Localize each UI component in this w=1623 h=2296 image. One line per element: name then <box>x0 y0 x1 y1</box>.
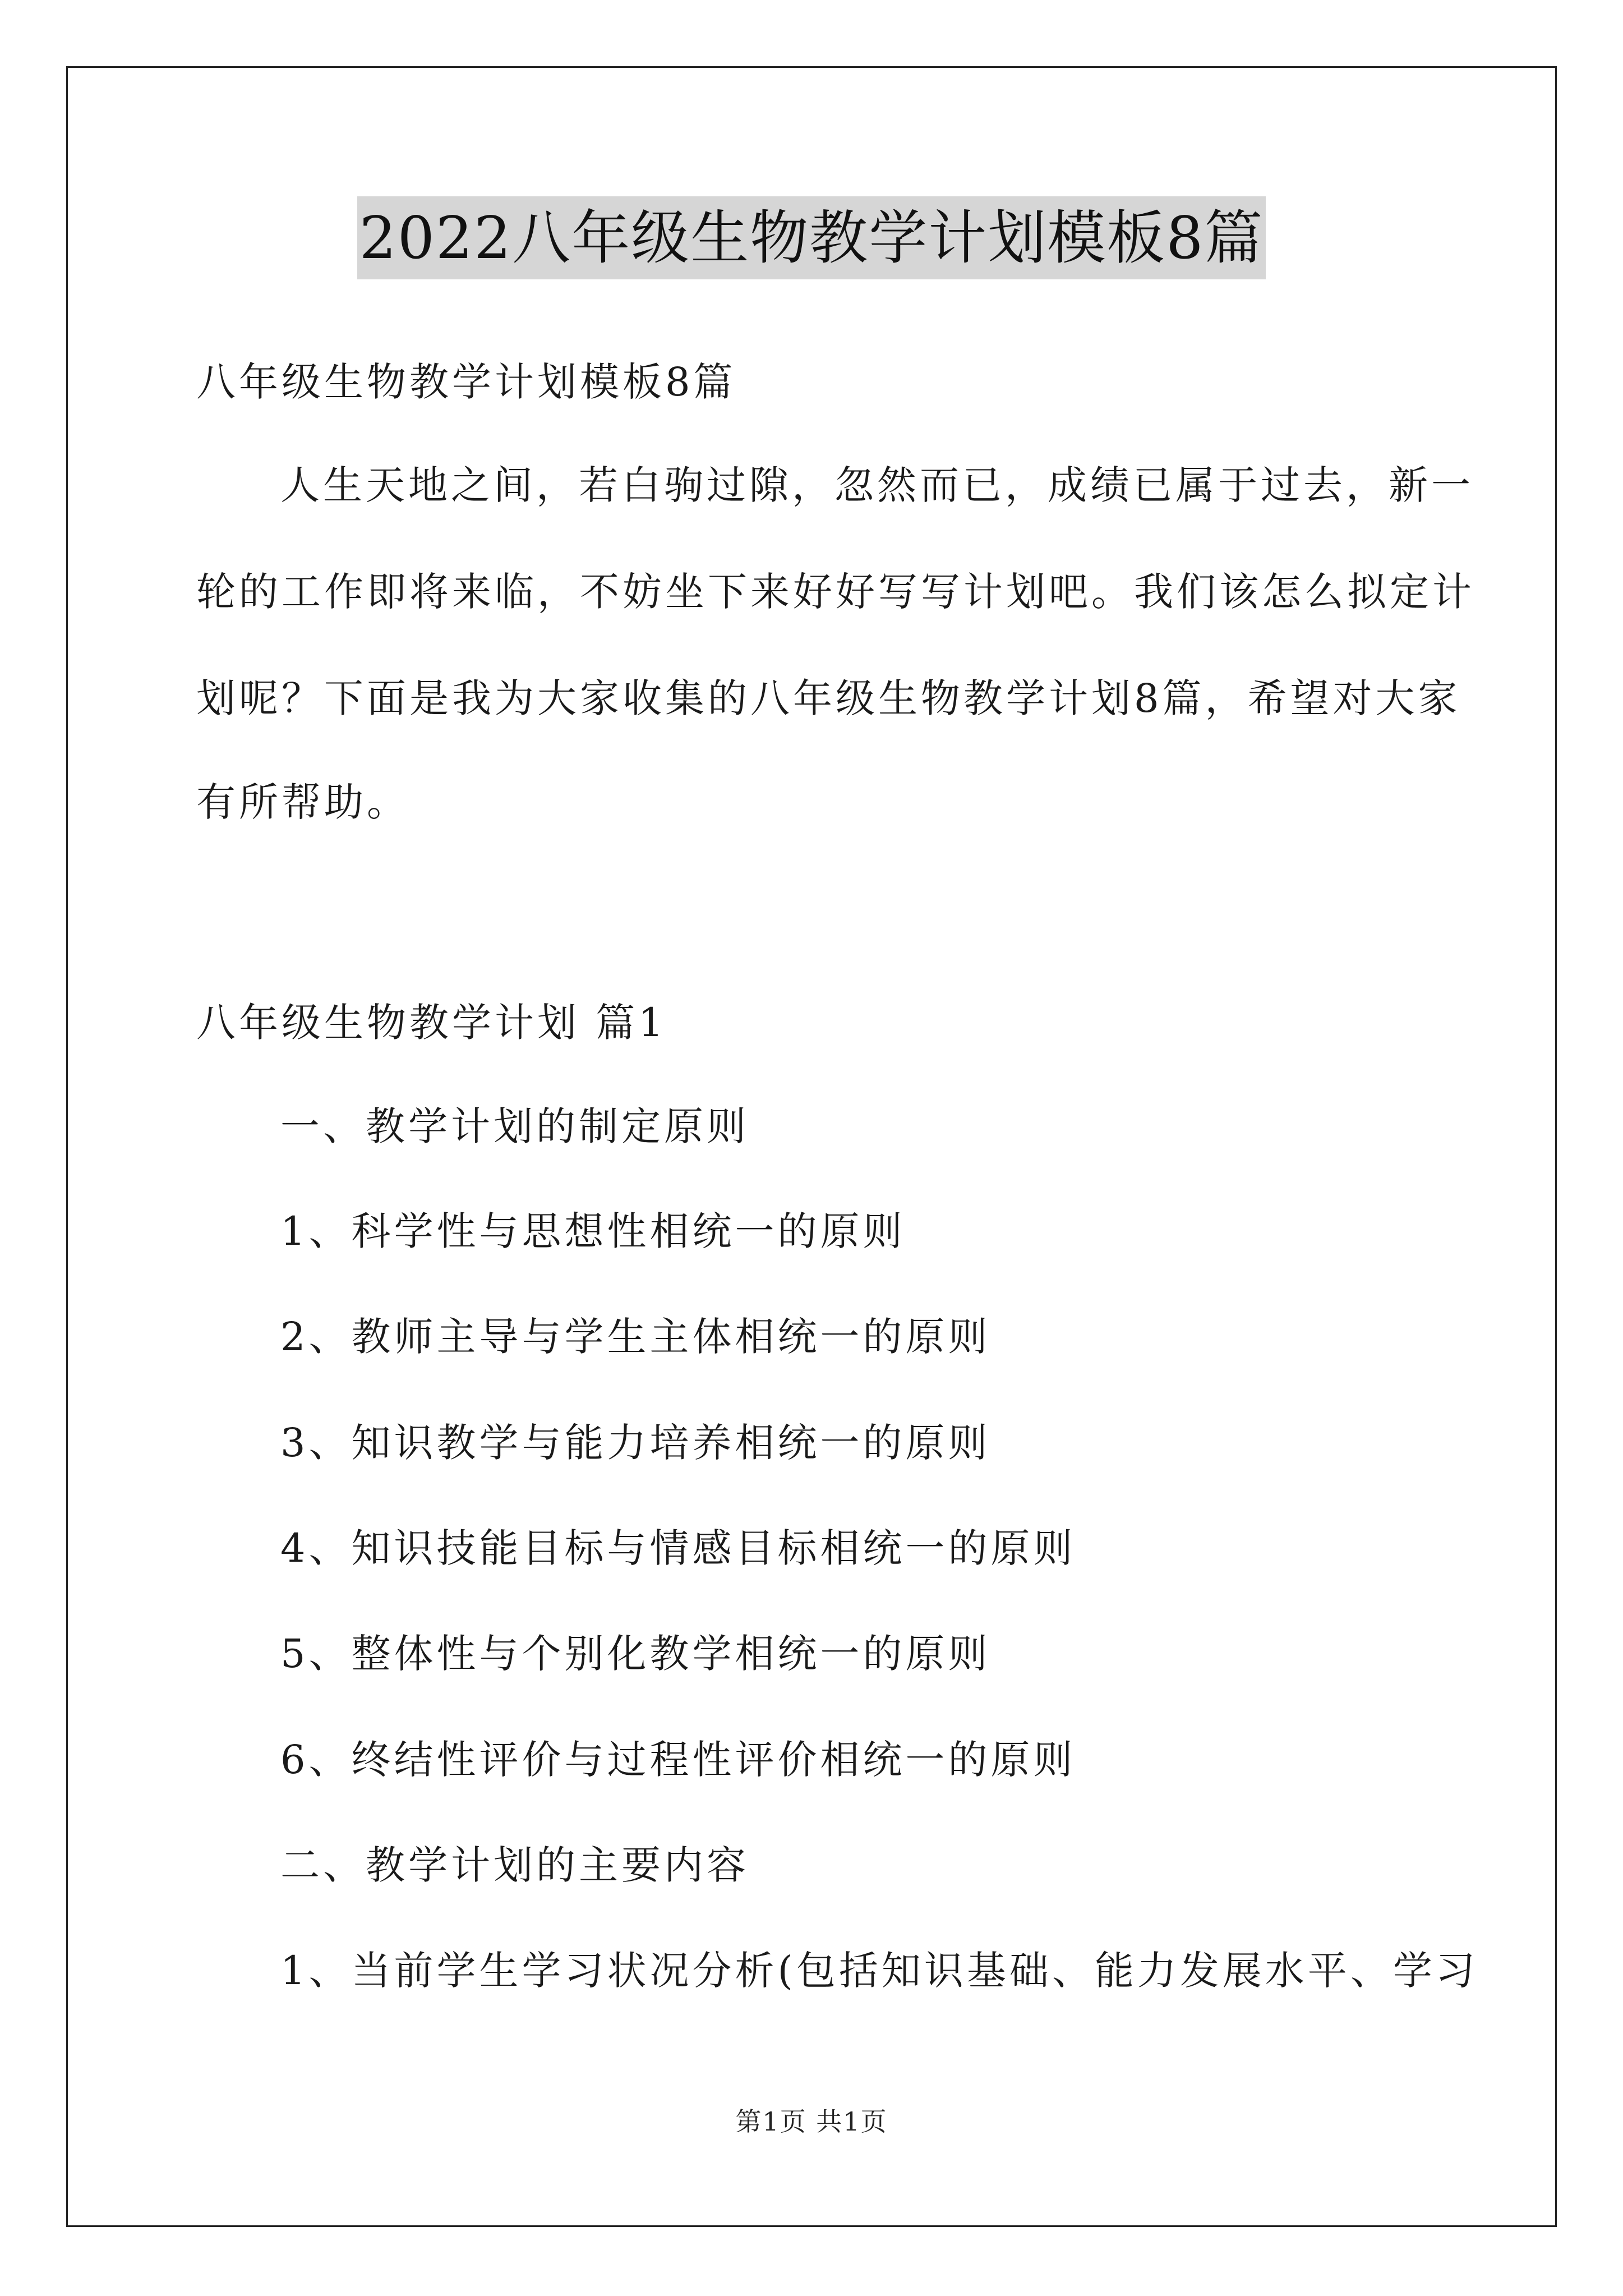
section-heading: 八年级生物教学计划 篇1 <box>196 1000 667 1046</box>
list-item: 1、科学性与思想性相统一的原则 <box>280 1208 906 1254</box>
list-item: 5、整体性与个别化教学相统一的原则 <box>280 1631 991 1677</box>
title-container <box>0 196 1623 279</box>
intro-line-1: 人生天地之间，若白驹过隙，忽然而已，成绩已属于过去，新一 <box>280 462 1474 508</box>
list-item: 1、当前学生学习状况分析(包括知识基础、能力发展水平、学习 <box>280 1948 1478 1994</box>
intro-line-2: 轮的工作即将来临，不妨坐下来好好写写计划吧。我们该怎么拟定计 <box>196 569 1475 615</box>
list-item: 3、知识教学与能力培养相统一的原则 <box>280 1420 991 1466</box>
list-item: 6、终结性评价与过程性评价相统一的原则 <box>280 1737 1076 1783</box>
document-subtitle: 八年级生物教学计划模板8篇 <box>196 359 736 405</box>
list-item: 2、教师主导与学生主体相统一的原则 <box>280 1314 991 1360</box>
intro-line-3: 划呢？下面是我为大家收集的八年级生物教学计划8篇，希望对大家 <box>196 675 1461 721</box>
page-footer: 第1页 共1页 <box>735 2106 888 2137</box>
intro-line-4: 有所帮助。 <box>196 779 409 825</box>
list-item: 4、知识技能目标与情感目标相统一的原则 <box>280 1525 1076 1571</box>
list-item: 二、教学计划的主要内容 <box>280 1842 749 1888</box>
list-item: 一、教学计划的制定原则 <box>280 1103 749 1149</box>
document-title: 2022八年级生物教学计划模板8篇 <box>357 196 1266 279</box>
